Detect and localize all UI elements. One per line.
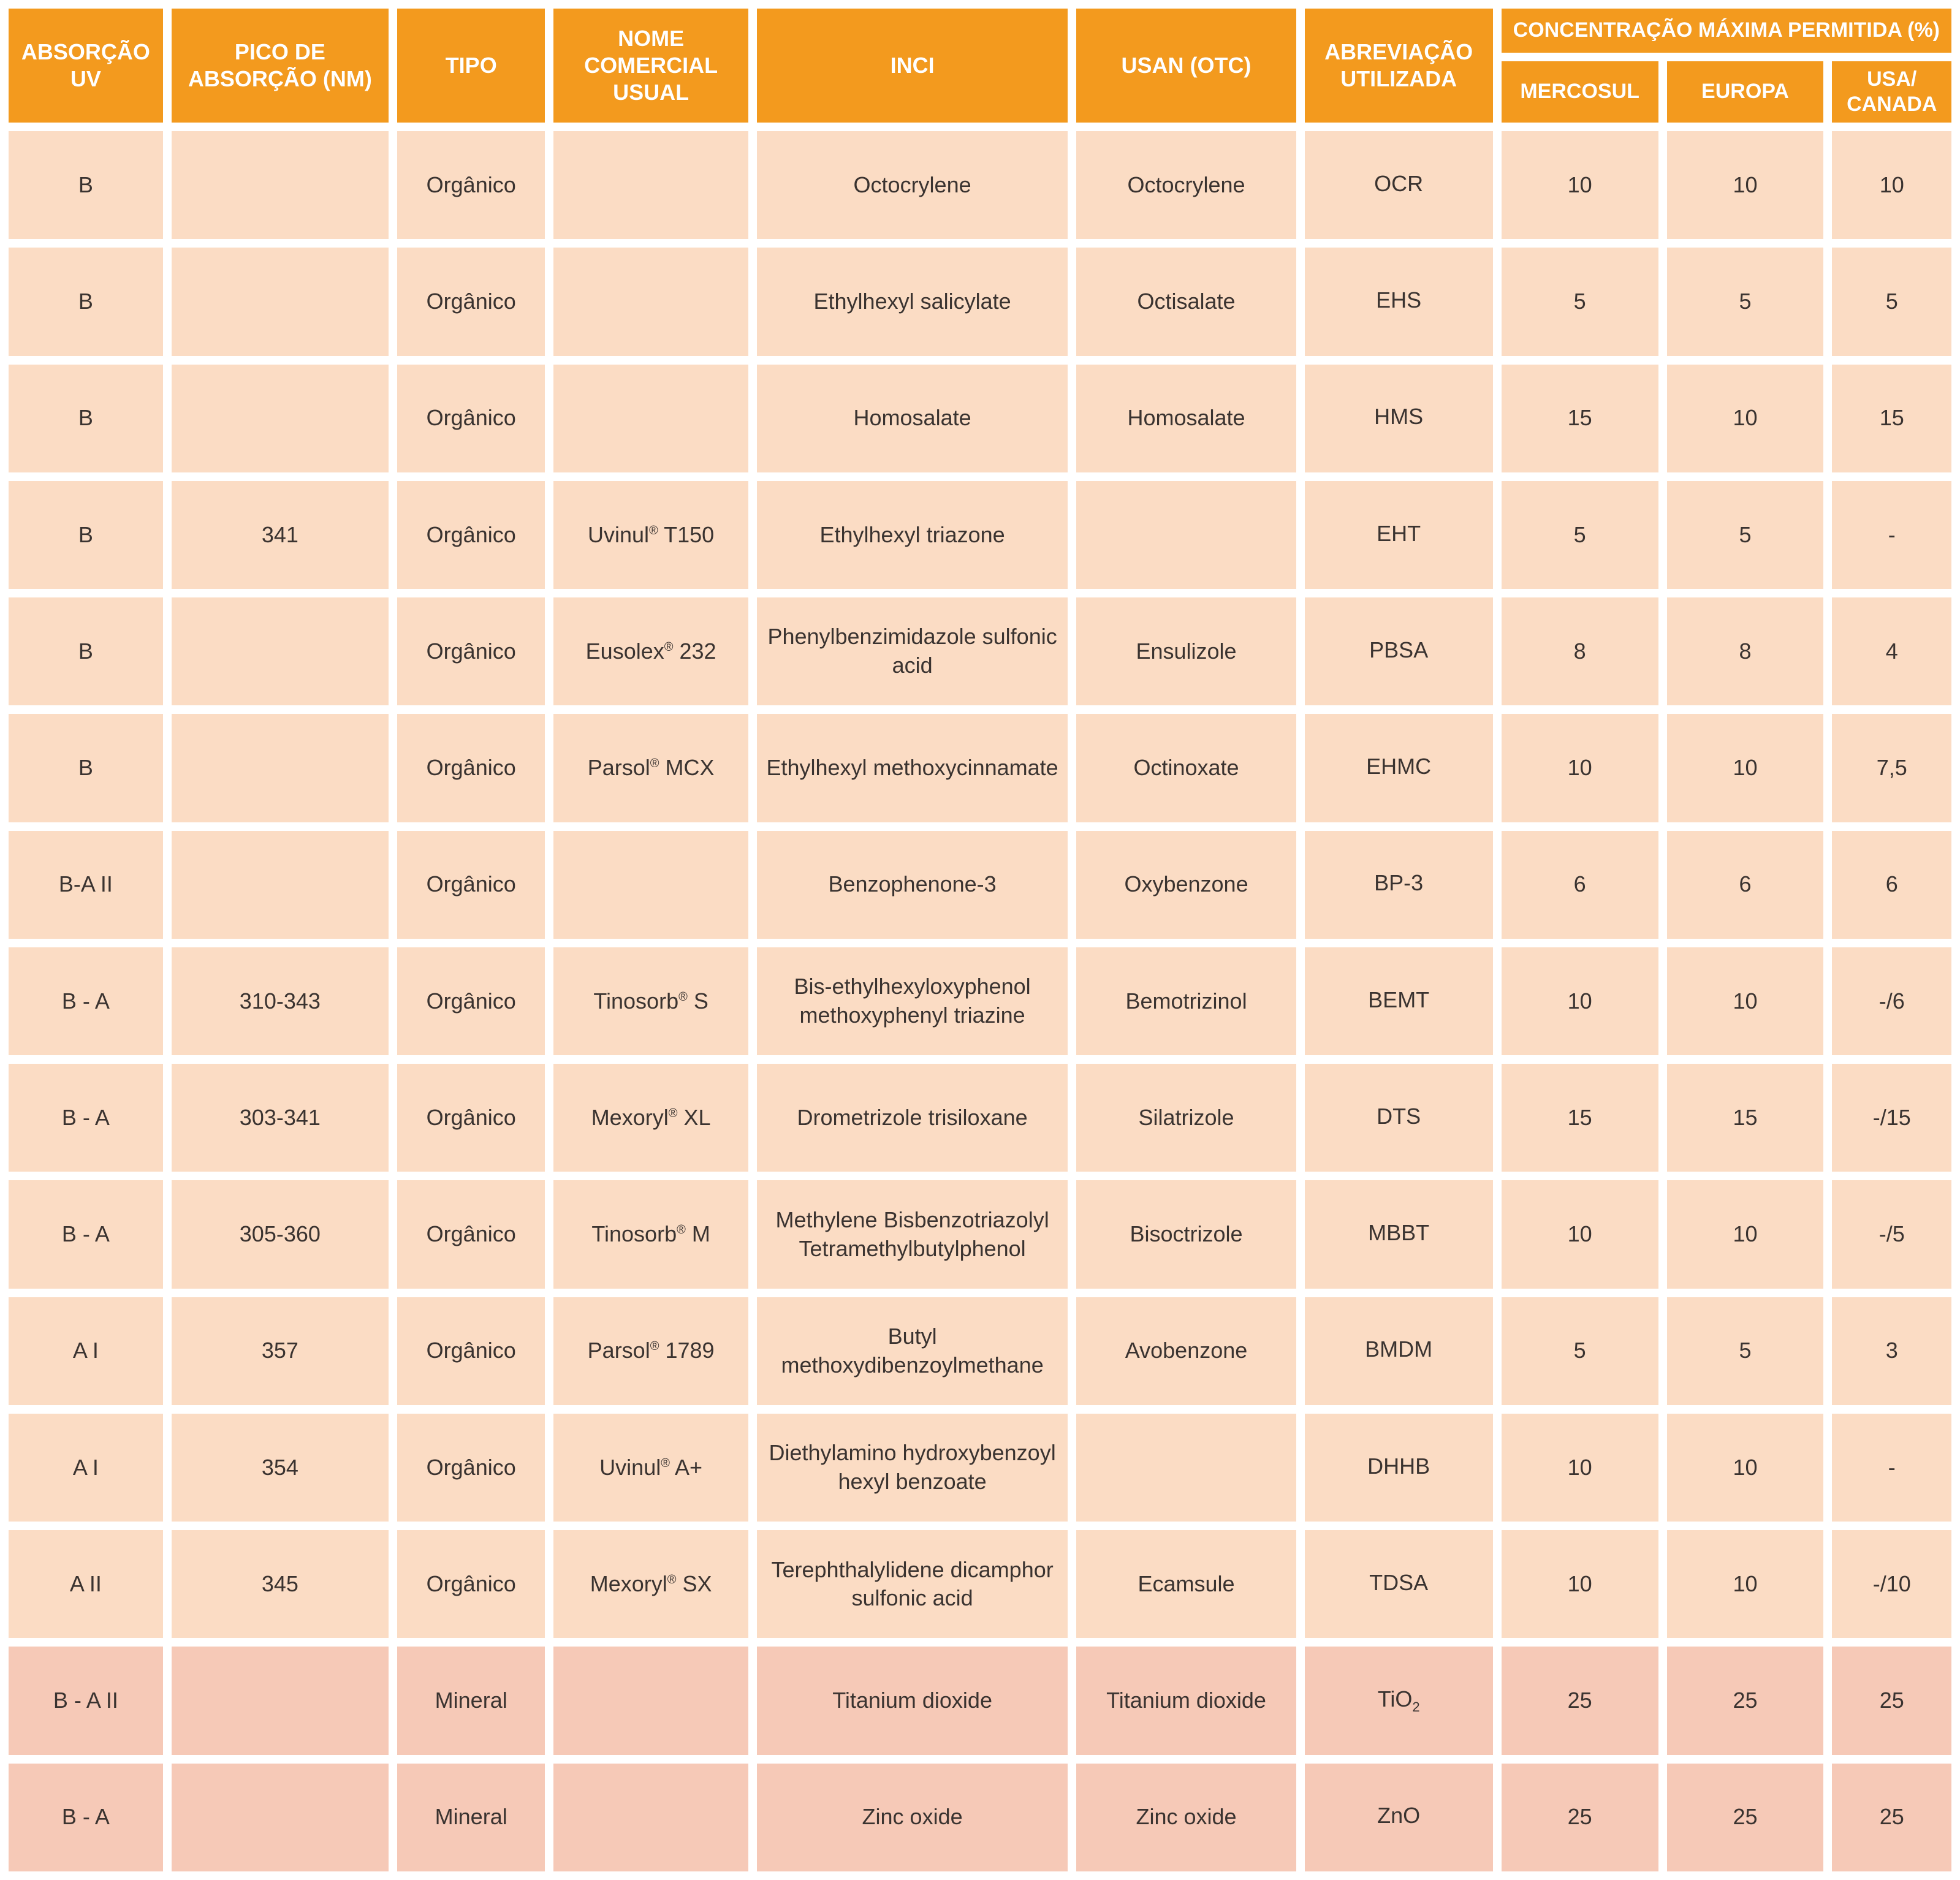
trade-name: Parsol [587, 1338, 650, 1363]
cell-absorcao-uv: B [9, 714, 163, 822]
registered-mark: ® [677, 1223, 686, 1237]
abbreviation: DTS [1377, 1103, 1421, 1129]
cell-nome-comercial [553, 1297, 748, 1405]
abbreviation: EHMC [1366, 754, 1432, 779]
cell-abreviacao [1305, 481, 1493, 589]
trade-name-suffix: A+ [669, 1454, 703, 1480]
cell-inci: Ethylhexyl methoxycinnamate [757, 714, 1068, 822]
cell-absorcao-uv: B-A II [9, 831, 163, 939]
header-absorcao-uv: ABSORÇÃO UV [9, 9, 163, 123]
cell-europa: 10 [1667, 1180, 1824, 1288]
cell-abreviacao [1305, 597, 1493, 705]
cell-pico: 310-343 [172, 947, 389, 1055]
registered-mark: ® [667, 1572, 677, 1586]
cell-abreviacao [1305, 714, 1493, 822]
cell-usan: Silatrizole [1076, 1064, 1296, 1172]
cell-absorcao-uv: B - A [9, 1764, 163, 1871]
cell-absorcao-uv: B [9, 248, 163, 355]
table-row [9, 714, 1951, 822]
cell-absorcao-uv: B [9, 131, 163, 239]
abbreviation: MBBT [1368, 1220, 1430, 1246]
cell-tipo: Orgânico [397, 1297, 545, 1405]
cell-inci: Bis-ethylhexyloxyphenol methoxyphenyl triazine [757, 947, 1068, 1055]
table-row [9, 248, 1951, 355]
cell-tipo: Orgânico [397, 131, 545, 239]
cell-europa: 25 [1667, 1647, 1824, 1754]
cell-pico [172, 831, 389, 939]
abbreviation: TiO [1377, 1686, 1413, 1712]
table-row [9, 1647, 1951, 1754]
cell-abreviacao [1305, 947, 1493, 1055]
cell-tipo: Orgânico [397, 1530, 545, 1638]
cell-usa-canada: 4 [1832, 597, 1951, 705]
header-europa: EUROPA [1667, 61, 1824, 123]
cell-usan: Octocrylene [1076, 131, 1296, 239]
trade-name-suffix: SX [676, 1571, 712, 1596]
cell-tipo: Orgânico [397, 248, 545, 355]
cell-pico [172, 1764, 389, 1871]
cell-usan: Ecamsule [1076, 1530, 1296, 1638]
cell-pico [172, 365, 389, 472]
registered-mark: ® [650, 1340, 659, 1354]
registered-mark: ® [661, 1456, 670, 1470]
trade-name: Tinosorb [591, 1221, 677, 1247]
trade-name-suffix: MCX [659, 755, 715, 781]
cell-usa-canada: 7,5 [1832, 714, 1951, 822]
cell-tipo: Orgânico [397, 947, 545, 1055]
registered-mark: ® [650, 757, 659, 771]
cell-absorcao-uv: A I [9, 1414, 163, 1522]
abbreviation: HMS [1374, 404, 1424, 430]
cell-europa: 25 [1667, 1764, 1824, 1871]
cell-tipo: Orgânico [397, 831, 545, 939]
abbreviation: OCR [1374, 170, 1424, 196]
cell-nome-comercial [553, 1647, 748, 1754]
table-row [9, 481, 1951, 589]
cell-tipo: Orgânico [397, 365, 545, 472]
header-concentracao: CONCENTRAÇÃO MÁXIMA PERMITIDA (%) [1502, 9, 1951, 53]
table-row [9, 597, 1951, 705]
cell-usa-canada: 5 [1832, 248, 1951, 355]
header-usan: USAN (OTC) [1076, 9, 1296, 123]
trade-name: Mexoryl [591, 1104, 669, 1130]
cell-usa-canada: - [1832, 481, 1951, 589]
cell-absorcao-uv: B - A II [9, 1647, 163, 1754]
cell-tipo: Orgânico [397, 1064, 545, 1172]
cell-mercosul: 10 [1502, 131, 1658, 239]
cell-mercosul: 5 [1502, 1297, 1658, 1405]
cell-usa-canada: 15 [1832, 365, 1951, 472]
cell-mercosul: 10 [1502, 947, 1658, 1055]
cell-nome-comercial [553, 947, 748, 1055]
cell-pico: 303-341 [172, 1064, 389, 1172]
table-row [9, 1764, 1951, 1871]
cell-abreviacao [1305, 1647, 1493, 1754]
cell-usan: Bisoctrizole [1076, 1180, 1296, 1288]
cell-nome-comercial [553, 1764, 748, 1871]
cell-usa-canada: 10 [1832, 131, 1951, 239]
cell-usa-canada: - [1832, 1414, 1951, 1522]
cell-europa: 6 [1667, 831, 1824, 939]
cell-europa: 10 [1667, 365, 1824, 472]
abbreviation: BEMT [1368, 987, 1430, 1012]
cell-usa-canada: -/6 [1832, 947, 1951, 1055]
trade-name-suffix: XL [677, 1104, 711, 1130]
cell-usan [1076, 481, 1296, 589]
cell-tipo: Mineral [397, 1647, 545, 1754]
abbreviation: TDSA [1369, 1569, 1429, 1595]
cell-absorcao-uv: B - A [9, 1180, 163, 1288]
cell-pico [172, 597, 389, 705]
cell-pico: 354 [172, 1414, 389, 1522]
cell-usa-canada: -/10 [1832, 1530, 1951, 1638]
cell-inci: Drometrizole trisiloxane [757, 1064, 1068, 1172]
table-row [9, 365, 1951, 472]
cell-usan: Homosalate [1076, 365, 1296, 472]
trade-name: Mexoryl [590, 1571, 667, 1596]
trade-name: Uvinul [588, 521, 650, 547]
cell-inci: Butyl methoxydibenzoylmethane [757, 1297, 1068, 1405]
cell-usa-canada: 25 [1832, 1764, 1951, 1871]
registered-mark: ® [664, 640, 674, 654]
cell-mercosul: 15 [1502, 1064, 1658, 1172]
cell-abreviacao [1305, 365, 1493, 472]
table-row [9, 1297, 1951, 1405]
cell-inci: Diethylamino hydroxybenzoyl hexyl benzoate [757, 1414, 1068, 1522]
trade-name-suffix: 232 [673, 638, 716, 664]
table-row [9, 1180, 1951, 1288]
cell-abreviacao [1305, 1064, 1493, 1172]
cell-mercosul: 5 [1502, 248, 1658, 355]
abbreviation: BP-3 [1374, 870, 1424, 896]
abbreviation: ZnO [1377, 1803, 1421, 1829]
cell-pico [172, 1647, 389, 1754]
cell-usa-canada: -/15 [1832, 1064, 1951, 1172]
cell-absorcao-uv: B [9, 597, 163, 705]
cell-inci: Benzophenone-3 [757, 831, 1068, 939]
cell-pico: 305-360 [172, 1180, 389, 1288]
cell-absorcao-uv: A II [9, 1530, 163, 1638]
cell-pico: 341 [172, 481, 389, 589]
cell-nome-comercial [553, 1530, 748, 1638]
cell-usan: Zinc oxide [1076, 1764, 1296, 1871]
cell-absorcao-uv: B - A [9, 1064, 163, 1172]
table-row [9, 1064, 1951, 1172]
abbreviation: BMDM [1365, 1336, 1433, 1362]
cell-usan: Bemotrizinol [1076, 947, 1296, 1055]
cell-pico: 357 [172, 1297, 389, 1405]
cell-mercosul: 15 [1502, 365, 1658, 472]
cell-pico [172, 131, 389, 239]
cell-nome-comercial [553, 1414, 748, 1522]
cell-usan: Titanium dioxide [1076, 1647, 1296, 1754]
cell-europa: 5 [1667, 248, 1824, 355]
cell-abreviacao [1305, 1297, 1493, 1405]
cell-abreviacao [1305, 1764, 1493, 1871]
cell-tipo: Mineral [397, 1764, 545, 1871]
cell-usan: Octisalate [1076, 248, 1296, 355]
registered-mark: ® [678, 990, 688, 1004]
abbreviation: DHHB [1367, 1453, 1430, 1479]
cell-nome-comercial [553, 1064, 748, 1172]
cell-nome-comercial [553, 831, 748, 939]
cell-usan: Ensulizole [1076, 597, 1296, 705]
cell-europa: 10 [1667, 1414, 1824, 1522]
registered-mark: ® [649, 523, 658, 537]
table-header [9, 9, 1951, 123]
cell-nome-comercial [553, 248, 748, 355]
abbreviation: EHT [1377, 520, 1421, 546]
cell-inci: Zinc oxide [757, 1764, 1068, 1871]
cell-inci: Titanium dioxide [757, 1647, 1068, 1754]
cell-usan: Octinoxate [1076, 714, 1296, 822]
cell-europa: 8 [1667, 597, 1824, 705]
cell-europa: 10 [1667, 947, 1824, 1055]
cell-abreviacao [1305, 131, 1493, 239]
trade-name: Parsol [587, 755, 650, 781]
cell-usa-canada: 25 [1832, 1647, 1951, 1754]
cell-nome-comercial [553, 365, 748, 472]
header-usa-canada: USA/ CANADA [1832, 61, 1951, 123]
header-tipo: TIPO [397, 9, 545, 123]
cell-pico: 345 [172, 1530, 389, 1638]
cell-usa-canada: 3 [1832, 1297, 1951, 1405]
table-row [9, 947, 1951, 1055]
trade-name: Uvinul [599, 1454, 661, 1480]
cell-usan: Avobenzone [1076, 1297, 1296, 1405]
cell-mercosul: 25 [1502, 1764, 1658, 1871]
cell-absorcao-uv: B - A [9, 947, 163, 1055]
cell-europa: 15 [1667, 1064, 1824, 1172]
cell-tipo: Orgânico [397, 714, 545, 822]
cell-tipo: Orgânico [397, 597, 545, 705]
cell-mercosul: 6 [1502, 831, 1658, 939]
cell-nome-comercial [553, 1180, 748, 1288]
cell-usa-canada: -/5 [1832, 1180, 1951, 1288]
trade-name-suffix: M [685, 1221, 710, 1247]
cell-mercosul: 10 [1502, 1414, 1658, 1522]
cell-inci: Homosalate [757, 365, 1068, 472]
header-pico: PICO DE ABSORÇÃO (NM) [172, 9, 389, 123]
cell-mercosul: 10 [1502, 1530, 1658, 1638]
table-row [9, 131, 1951, 239]
cell-inci: Ethylhexyl triazone [757, 481, 1068, 589]
cell-absorcao-uv: A I [9, 1297, 163, 1405]
cell-abreviacao [1305, 1180, 1493, 1288]
cell-nome-comercial [553, 131, 748, 239]
cell-europa: 5 [1667, 1297, 1824, 1405]
cell-europa: 5 [1667, 481, 1824, 589]
cell-abreviacao [1305, 248, 1493, 355]
header-inci: INCI [757, 9, 1068, 123]
cell-nome-comercial [553, 714, 748, 822]
header-abreviacao: ABREVIAÇÃO UTILIZADA [1305, 9, 1493, 123]
trade-name-suffix: 1789 [659, 1338, 715, 1363]
cell-pico [172, 714, 389, 822]
cell-tipo: Orgânico [397, 481, 545, 589]
cell-mercosul: 10 [1502, 714, 1658, 822]
abbreviation: EHS [1376, 287, 1422, 313]
header-nome-comercial: NOME COMERCIAL USUAL [553, 9, 748, 123]
cell-pico [172, 248, 389, 355]
cell-nome-comercial [553, 481, 748, 589]
abbreviation: PBSA [1369, 637, 1429, 662]
cell-nome-comercial [553, 597, 748, 705]
cell-mercosul: 25 [1502, 1647, 1658, 1754]
cell-tipo: Orgânico [397, 1414, 545, 1522]
table-body [9, 131, 1951, 1871]
cell-inci: Octocrylene [757, 131, 1068, 239]
cell-mercosul: 10 [1502, 1180, 1658, 1288]
cell-absorcao-uv: B [9, 481, 163, 589]
trade-name-suffix: T150 [658, 521, 715, 547]
cell-inci: Phenylbenzimidazole sulfonic acid [757, 597, 1068, 705]
cell-usan: Oxybenzone [1076, 831, 1296, 939]
cell-europa: 10 [1667, 131, 1824, 239]
cell-inci: Methylene Bisbenzotriazolyl Tetramethylbutylphenol [757, 1180, 1068, 1288]
cell-tipo: Orgânico [397, 1180, 545, 1288]
cell-abreviacao [1305, 1530, 1493, 1638]
cell-inci: Terephthalylidene dicamphor sulfonic acid [757, 1530, 1068, 1638]
cell-usa-canada: 6 [1832, 831, 1951, 939]
trade-name: Tinosorb [593, 988, 679, 1014]
table-row [9, 1414, 1951, 1522]
cell-europa: 10 [1667, 714, 1824, 822]
cell-mercosul: 5 [1502, 481, 1658, 589]
trade-name: Eusolex [585, 638, 664, 664]
cell-usan [1076, 1414, 1296, 1522]
cell-abreviacao [1305, 1414, 1493, 1522]
cell-abreviacao [1305, 831, 1493, 939]
abbreviation-subscript: 2 [1412, 1699, 1420, 1715]
cell-europa: 10 [1667, 1530, 1824, 1638]
header-mercosul: MERCOSUL [1502, 61, 1658, 123]
trade-name-suffix: S [687, 988, 708, 1014]
table-row [9, 1530, 1951, 1638]
registered-mark: ® [668, 1106, 678, 1120]
table-row [9, 831, 1951, 939]
cell-absorcao-uv: B [9, 365, 163, 472]
cell-mercosul: 8 [1502, 597, 1658, 705]
cell-inci: Ethylhexyl salicylate [757, 248, 1068, 355]
